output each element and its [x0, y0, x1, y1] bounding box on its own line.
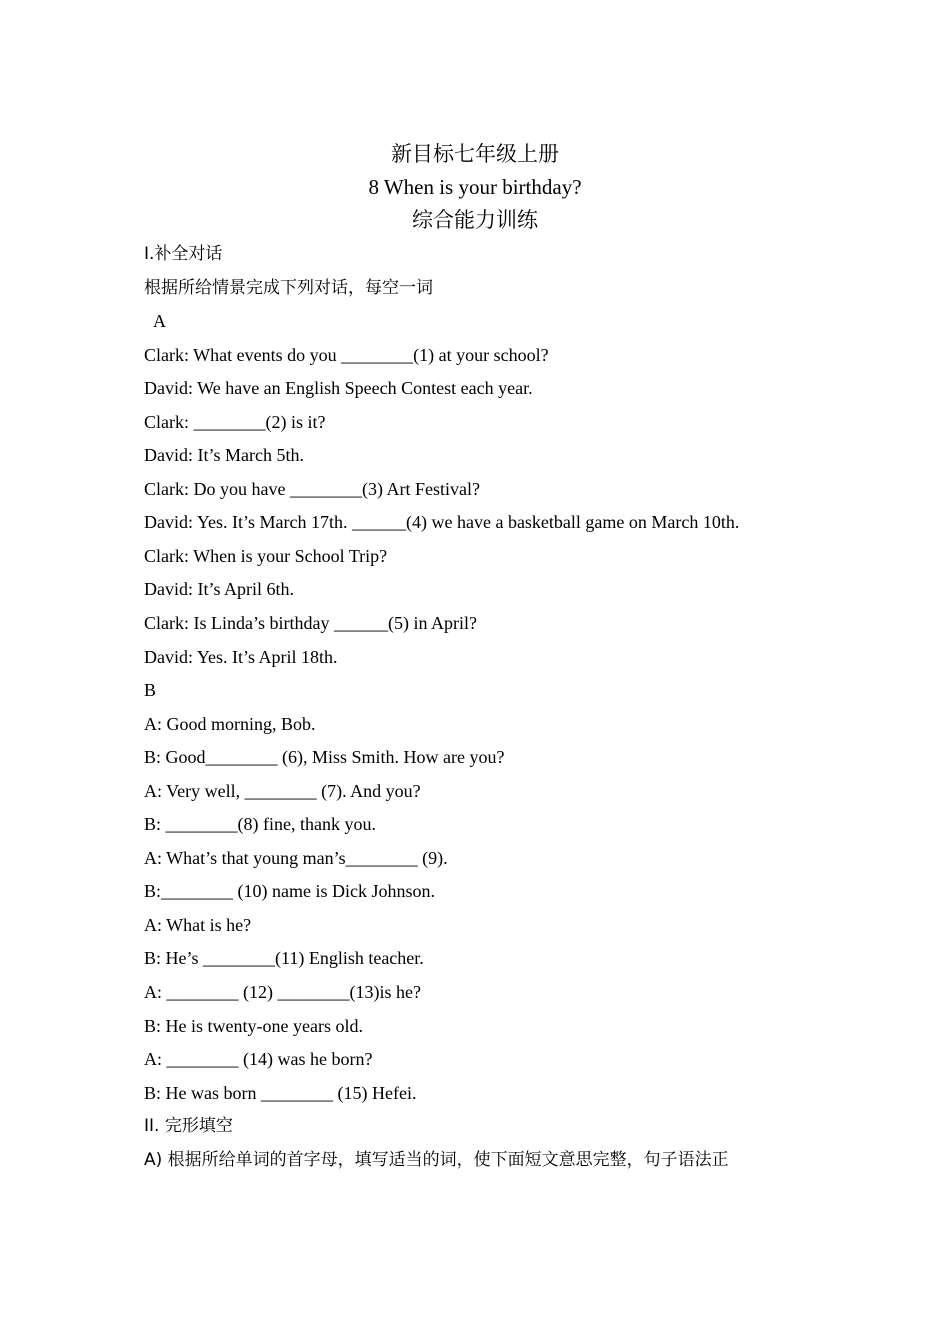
dialogue-line: B: He is twenty-one years old.: [144, 1015, 363, 1036]
instruction-text: 根据所给情景完成下列对话，每空一词: [144, 277, 433, 298]
dialogue-line: David: It’s March 5th.: [144, 445, 304, 466]
grade-title: 新目标七年级上册: [391, 142, 559, 166]
dialogue-line: A: Very well, ________ (7). And you?: [144, 780, 421, 801]
dialogue-line: B: Good________ (6), Miss Smith. How are you?: [144, 747, 505, 768]
dialogue-line: Clark: ________(2) is it?: [144, 411, 326, 432]
dialogue-line: Clark: Is Linda’s birthday ______(5) in April?: [144, 613, 477, 634]
dialogue-line: David: Yes. It’s April 18th.: [144, 646, 338, 667]
dialogue-line: B: ________(8) fine, thank you.: [144, 814, 376, 835]
section-heading: I.补全对话: [144, 244, 223, 264]
dialogue-line: Clark: When is your School Trip?: [144, 545, 388, 566]
dialogue-line: A: Good morning, Bob.: [144, 713, 316, 734]
dialogue-line: A: ________ (12) ________(13)is he?: [144, 982, 421, 1003]
dialogue-line: Clark: What events do you ________(1) at your school?: [144, 344, 549, 365]
dialogue-line: David: We have an English Speech Contest each year.: [144, 378, 533, 399]
part-label: B: [144, 680, 157, 701]
dialogue-line: Clark: Do you have ________(3) Art Festival?: [144, 478, 480, 499]
dialogue-line: A: What is he?: [144, 914, 252, 935]
dialogue-line: David: It’s April 6th.: [144, 579, 294, 600]
dialogue-line: David: Yes. It’s March 17th. ______(4) we have a basketball game on March 10th.: [144, 512, 740, 533]
instruction-text: A) 根据所给单词的首字母，填写适当的词，使下面短文意思完整，句子语法正: [144, 1149, 729, 1170]
dialogue-line: B:________ (10) name is Dick Johnson.: [144, 881, 435, 902]
unit-title: 8 When is your birthday?: [368, 175, 582, 199]
section-heading: II. 完形填空: [144, 1116, 233, 1137]
exercise-title: 综合能力训练: [412, 208, 538, 232]
dialogue-line: B: He’s ________(11) English teacher.: [144, 948, 424, 969]
dialogue-line: A: What’s that young man’s________ (9).: [144, 847, 448, 868]
document-body: [144, 240, 844, 1179]
dialogue-line: B: He was born ________ (15) Hefei.: [144, 1082, 417, 1103]
dialogue-line: A: ________ (14) was he born?: [144, 1049, 373, 1070]
part-label: A: [153, 311, 166, 332]
